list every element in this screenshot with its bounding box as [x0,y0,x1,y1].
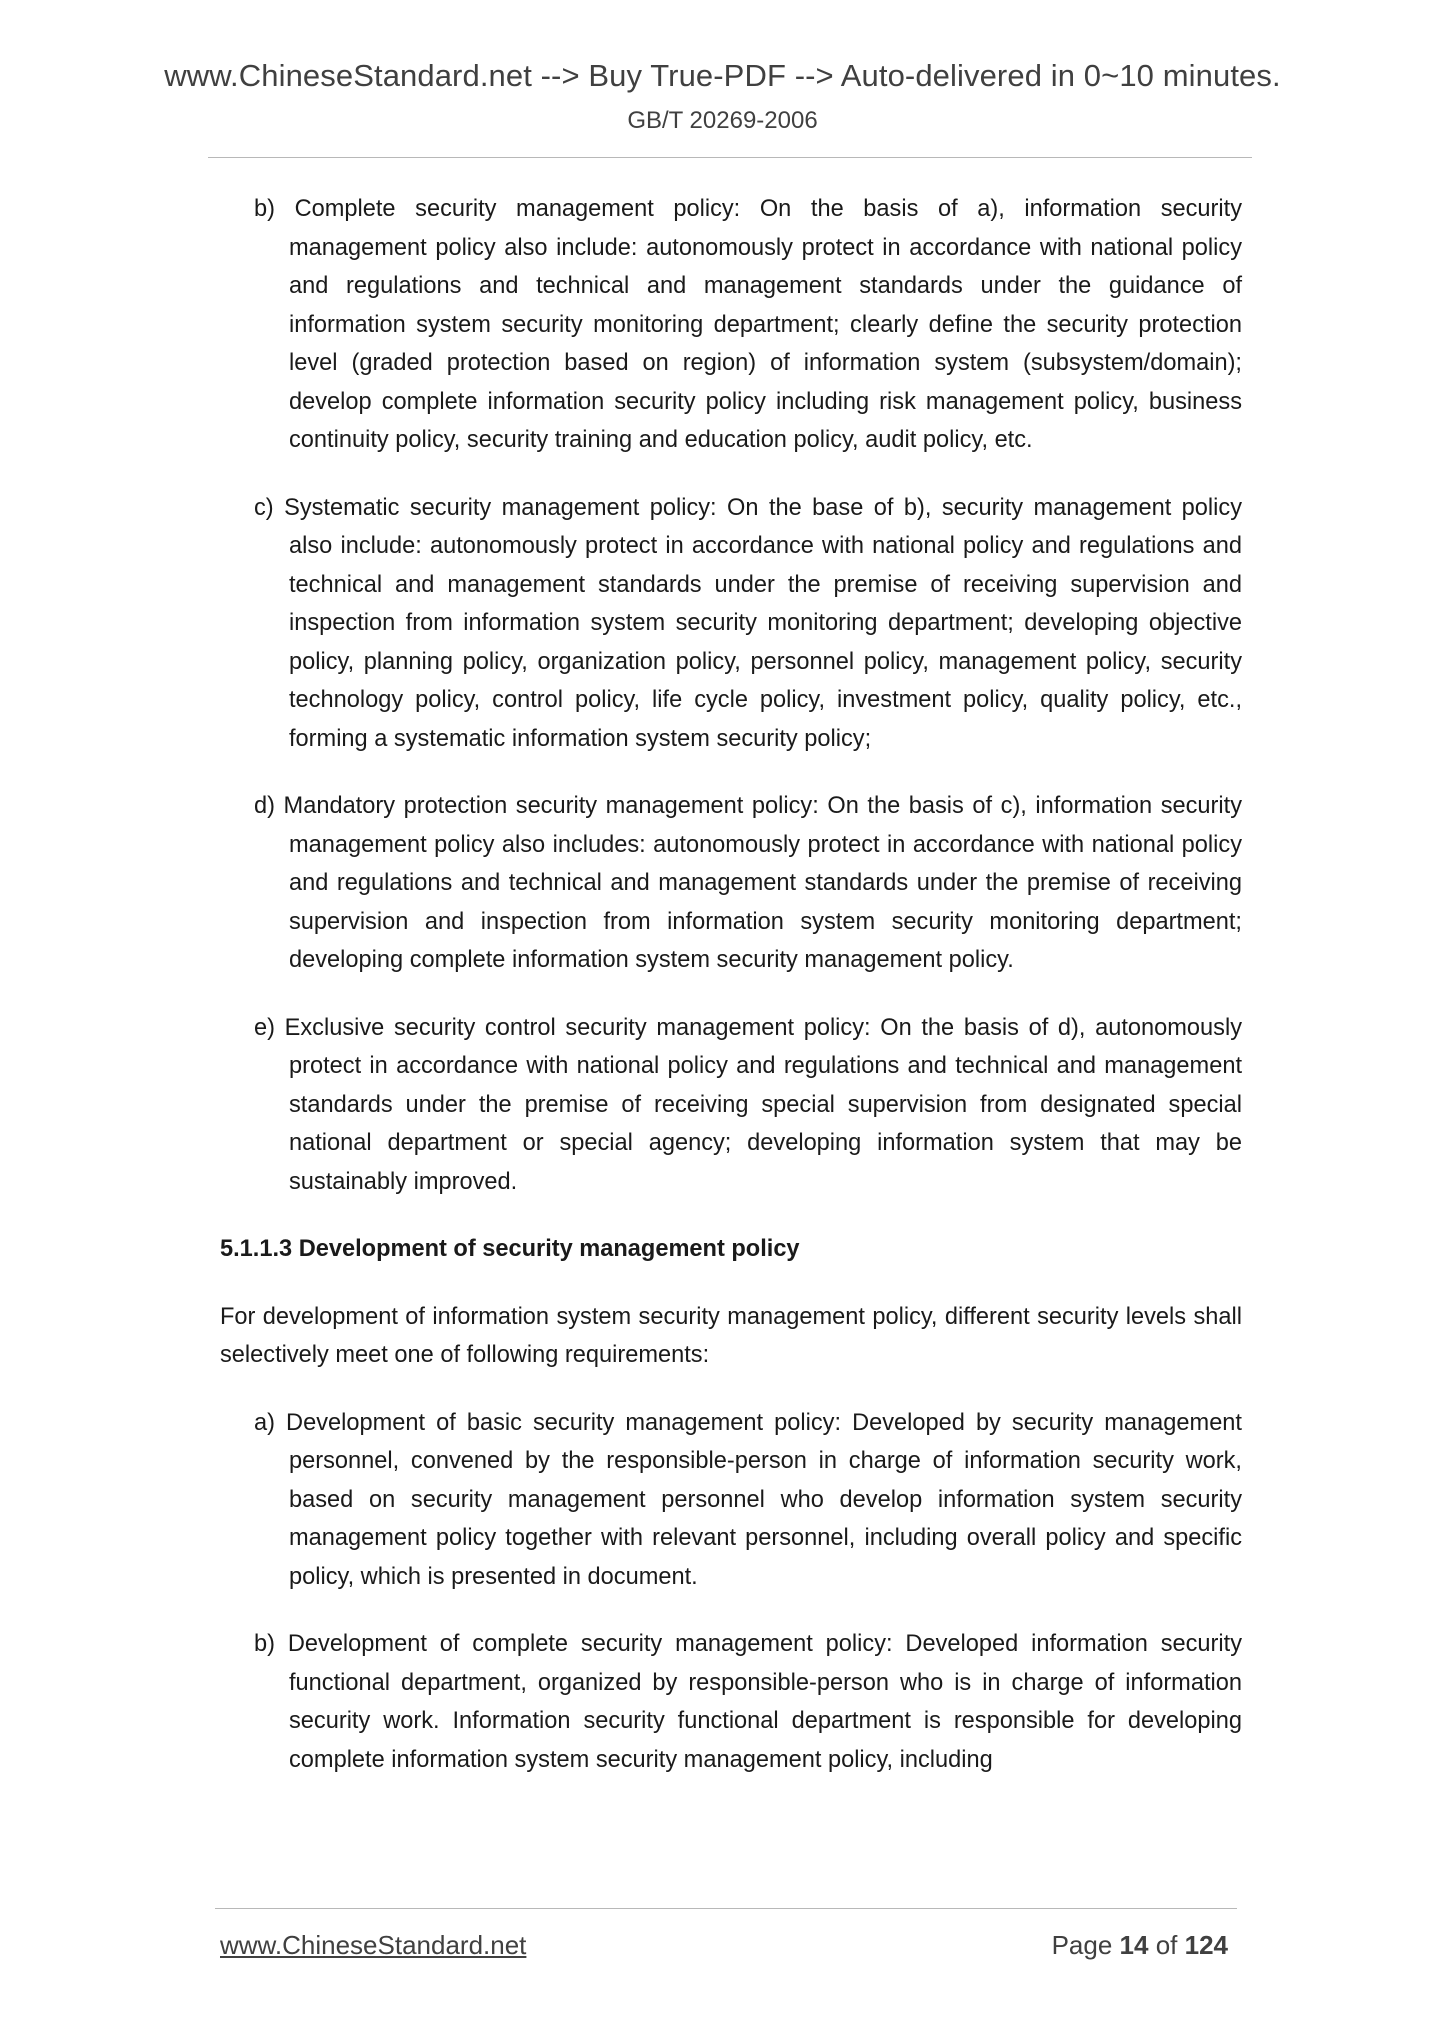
header-banner: www.ChineseStandard.net --> Buy True-PDF --> Auto-delivered in 0~10 minutes. [164,58,1281,93]
list-item-e-exclusive-policy: e) Exclusive security control security management policy: On the basis of d), autonomously protect in accordance with national policy and regulations and technical and management standards under the premise of receiving special supervision from designated special national department or special agency; developing information system that may be sustainably improved. [254,1014,1242,1195]
page-of-word: of [1155,1930,1178,1960]
footer-divider [215,1908,1237,1909]
total-page-count: 124 [1184,1930,1228,1960]
intro-paragraph: For development of information system security management policy, different security levels shall selectively meet one of following requirements: [220,1303,1242,1368]
page-content [220,190,1242,1808]
footer-site-link[interactable]: www.ChineseStandard.net [220,1930,527,1960]
page-indicator [1052,1930,1228,1961]
page-word: Page [1051,1930,1113,1960]
current-page-number: 14 [1119,1930,1149,1960]
header-divider [208,157,1252,158]
standard-number: GB/T 20269-2006 [627,107,818,134]
requirement-item-a: a) Development of basic security management policy: Developed by security management personnel, convened by the responsible-person in charge of information security work, based on security management personnel who develop information system security management policy together with relevant personnel, including overall policy and specific policy, which is presented in document. [254,1409,1242,1590]
list-item-c-systematic-policy: c) Systematic security management policy: On the base of b), security management policy also include: autonomously protect in accordance with national policy and regulations and technical and management standards under the premise of receiving supervision and inspection from information system security monitoring department; developing objective policy, planning policy, organization policy, personnel policy, management policy, security technology policy, control policy, life cycle policy, investment policy, quality policy, etc., forming a systematic information system security policy; [254,494,1242,752]
requirement-item-b: b) Development of complete security management policy: Developed information security functional department, organized by responsible-person who is in charge of information security work. Information security functional department is responsible for developing complete information system security management policy, including [254,1631,1242,1773]
list-item-b-complete-policy: b) Complete security management policy: On the basis of a), information security management policy also include: autonomously protect in accordance with national policy and regulations and technical and management standards under the guidance of information system security monitoring department; clearly define the security protection level (graded protection based on region) of information system (subsystem/domain); develop complete information security policy including risk management policy, business continuity policy, security training and education policy, audit policy, etc. [254,196,1242,453]
section-heading: 5.1.1.3 Development of security management policy [220,1236,800,1262]
list-item-d-mandatory-policy: d) Mandatory protection security management policy: On the basis of c), information security management policy also includes: autonomously protect in accordance with national policy and regulations and technical and management standards under the premise of receiving supervision and inspection from information system security monitoring department; developing complete information system security management policy. [254,793,1242,973]
